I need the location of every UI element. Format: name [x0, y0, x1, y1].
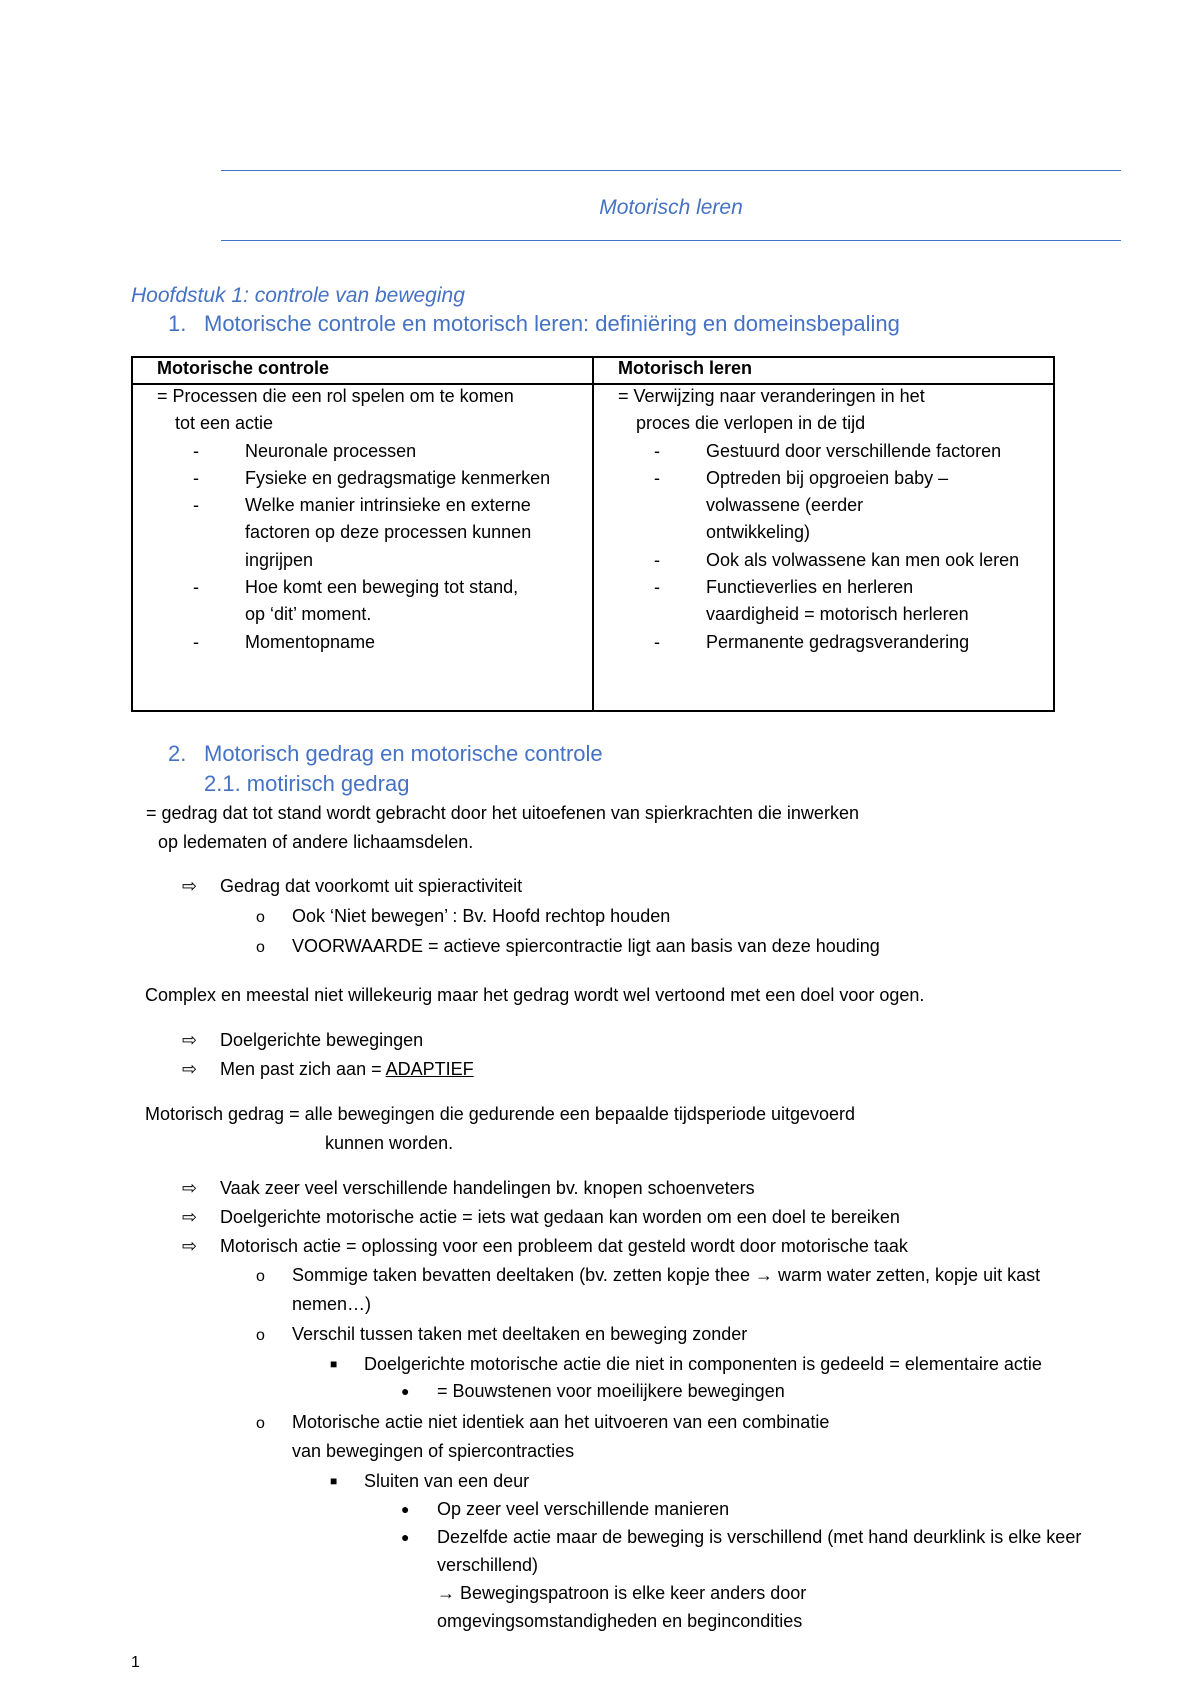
- list-item: Welke manier intrinsieke en externe: [245, 495, 531, 516]
- solid-right-arrow-icon: →: [437, 1583, 461, 1603]
- list-item: ingrijpen: [245, 549, 314, 570]
- dot-item-continuation: omgevingsomstandigheden en begincondities: [437, 1611, 803, 1631]
- list-item: Fysieke en gedragsmatige kenmerken: [245, 467, 551, 488]
- arrow-item: ⇨ Gedrag dat voorkomt uit spieractiviteit: [182, 876, 523, 896]
- hollow-right-arrow-icon: ⇨: [182, 1236, 198, 1256]
- hollow-right-arrow-icon: ⇨: [182, 876, 198, 896]
- list-item: Gestuurd door verschillende factoren: [706, 440, 1002, 461]
- section-2-heading: [168, 741, 603, 767]
- circle-item: o VOORWAARDE = actieve spiercontractie ligt aan basis van deze houding: [256, 936, 880, 956]
- circle-bullet: o: [256, 1268, 265, 1285]
- chapter-heading: Hoofdstuk 1: controle van beweging: [131, 284, 465, 307]
- section-number: 2.: [168, 741, 187, 766]
- circle-bullet: o: [256, 939, 265, 956]
- square-bullet: ■: [330, 1357, 338, 1371]
- hollow-right-arrow-icon: ⇨: [182, 1207, 198, 1227]
- dot-bullet: ●: [401, 1529, 410, 1545]
- page-number: 1: [131, 1654, 140, 1671]
- circle-item: o Sommige taken bevatten deeltaken (bv. zetten kopje thee → warm water zetten, kopje uit kast: [256, 1265, 1041, 1285]
- list-item: Momentopname: [245, 631, 376, 652]
- table-cell-left: = Processen die een rol spelen om te komen tot een actie - Neuronale processen - Fysieke en gedragsmatige kenmerken - Welke manier intrinsieke en externe factoren op deze processen kunnen ingrijpen - Hoe komt een beweging tot stand, op ‘dit’ moment. - Momentopname: [132, 384, 593, 711]
- square-bullet: ■: [330, 1474, 338, 1488]
- section-1-heading: [168, 311, 900, 337]
- circle-item: o Ook ‘Niet bewegen’ : Bv. Hoofd rechtop houden: [256, 906, 671, 926]
- arrow-item: ⇨ Doelgerichte bewegingen: [182, 1030, 424, 1050]
- circle-bullet: o: [256, 909, 265, 926]
- dot-bullet: ●: [401, 1501, 410, 1517]
- comparison-table: [131, 356, 1055, 712]
- section-title: Motorische controle en motorisch leren: definiëring en domeinsbepaling: [204, 311, 900, 336]
- adaptief-term: ADAPTIEF: [385, 1059, 474, 1079]
- circle-item: o Verschil tussen taken met deeltaken en beweging zonder: [256, 1324, 748, 1344]
- arrow-item: ⇨ Doelgerichte motorische actie = iets wat gedaan kan worden om een doel te bereiken: [182, 1207, 900, 1227]
- list-item: Optreden bij opgroeien baby –: [706, 467, 949, 488]
- list-item: Permanente gedragsverandering: [706, 631, 970, 652]
- list-item: Neuronale processen: [245, 440, 417, 461]
- dot-item: ● Op zeer veel verschillende manieren: [401, 1499, 730, 1519]
- list-item: factoren op deze processen kunnen: [245, 522, 532, 543]
- circle-bullet: o: [256, 1327, 265, 1344]
- hollow-right-arrow-icon: ⇨: [182, 1030, 198, 1050]
- paragraph: kunnen worden.: [325, 1133, 454, 1153]
- list-item: ontwikkeling): [706, 522, 811, 543]
- dot-item-continuation: verschillend): [437, 1555, 539, 1575]
- list-item: Functieverlies en herleren: [706, 577, 914, 598]
- dot-item-continuation: → Bewegingspatroon is elke keer anders door: [437, 1583, 807, 1603]
- paragraph: Complex en meestal niet willekeurig maar het gedrag wordt wel vertoond met een doel voor ogen.: [145, 985, 925, 1005]
- square-item: ■ Sluiten van een deur: [330, 1471, 530, 1491]
- paragraph: Motorisch gedrag = alle bewegingen die gedurende een bepaalde tijdsperiode uitgevoerd: [145, 1104, 856, 1124]
- table-header-right: Motorisch leren: [593, 357, 1054, 384]
- list-item: volwassene (eerder: [706, 495, 864, 516]
- dot-bullet: ●: [401, 1383, 410, 1399]
- definition-line: proces die verlopen in de tijd: [636, 413, 866, 434]
- list-item: Hoe komt een beweging tot stand,: [245, 577, 519, 598]
- circle-bullet: o: [256, 1415, 265, 1432]
- definition-line: tot een actie: [175, 413, 274, 434]
- circle-item: o Motorische actie niet identiek aan het uitvoeren van een combinatie: [256, 1412, 830, 1432]
- arrow-item: ⇨ Men past zich aan = ADAPTIEF: [182, 1059, 474, 1079]
- table-cell-right: = Verwijzing naar veranderingen in het proces die verlopen in de tijd - Gestuurd door verschillende factoren - Optreden bij opgroeien baby – volwassene (eerder ontwikkeling) - Ook als volwassene kan men ook leren - Functieverlies en herleren vaardigheid = motorisch herleren - Permanente gedragsverandering: [593, 384, 1054, 711]
- definition-line: = Processen die een rol spelen om te komen: [157, 386, 514, 406]
- definition-text: = gedrag dat tot stand wordt gebracht door het uitoefenen van spierkrachten die inwerken: [146, 803, 859, 823]
- definition-text: op ledematen of andere lichaamsdelen.: [158, 832, 474, 852]
- dot-item: ● Dezelfde actie maar de beweging is verschillend (met hand deurklink is elke keer: [401, 1527, 1082, 1547]
- arrow-item: ⇨ Vaak zeer veel verschillende handelingen bv. knopen schoenveters: [182, 1178, 755, 1198]
- arrow-item: ⇨ Motorisch actie = oplossing voor een probleem dat gesteld wordt door motorische taak: [182, 1236, 908, 1256]
- hollow-right-arrow-icon: ⇨: [182, 1059, 198, 1079]
- section-number: 1.: [168, 311, 187, 336]
- definition-line: = Verwijzing naar veranderingen in het: [618, 386, 925, 406]
- header-rule-bottom: [221, 240, 1121, 241]
- section-title: Motorisch gedrag en motorische controle: [204, 741, 603, 766]
- document-title: Motorisch leren: [599, 196, 743, 219]
- list-item: op ‘dit’ moment.: [245, 604, 372, 625]
- circle-item-continuation: van bewegingen of spiercontracties: [292, 1441, 575, 1461]
- subsection-heading: 2.1. motirisch gedrag: [204, 771, 410, 796]
- hollow-right-arrow-icon: ⇨: [182, 1178, 198, 1198]
- circle-item-continuation: nemen…): [292, 1294, 372, 1314]
- list-item: Ook als volwassene kan men ook leren: [706, 549, 1020, 570]
- square-item: ■ Doelgerichte motorische actie die niet in componenten is gedeeld = elementaire actie: [330, 1354, 1042, 1374]
- header-rule-top: [221, 170, 1121, 171]
- dot-item: ● = Bouwstenen voor moeilijkere bewegingen: [401, 1381, 785, 1401]
- table-header-left: Motorische controle: [132, 357, 593, 384]
- list-item: vaardigheid = motorisch herleren: [706, 604, 969, 625]
- solid-right-arrow-icon: →: [754, 1265, 773, 1285]
